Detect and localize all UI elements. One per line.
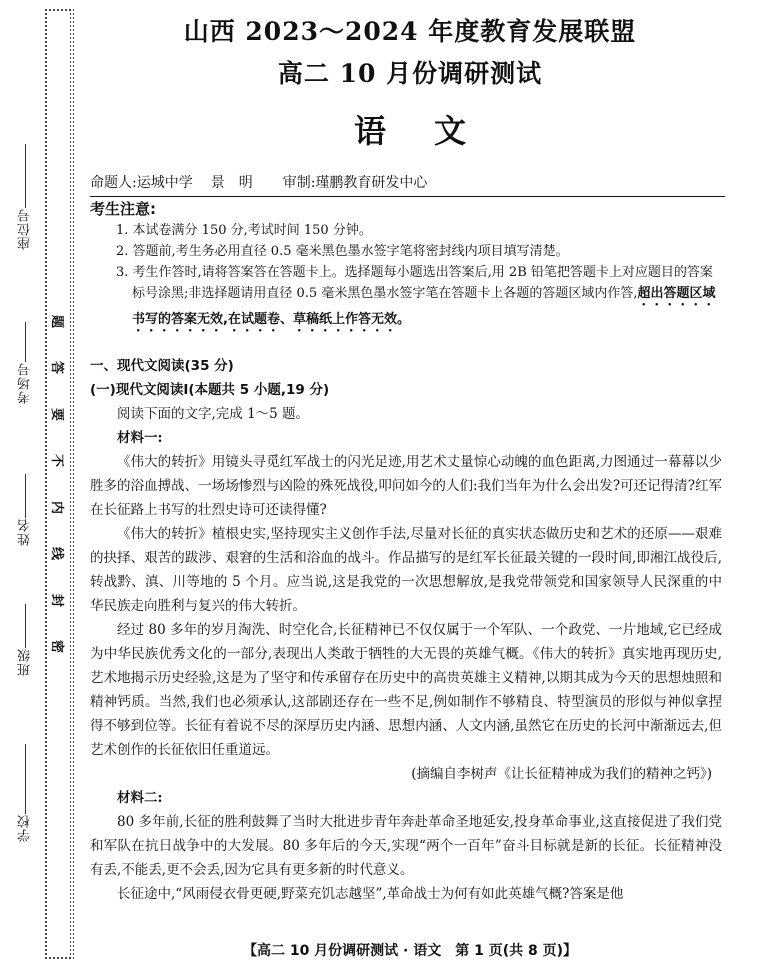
author-name: 景 明 [210,175,253,191]
seal-char: 密 [49,639,65,653]
exam-title: 山西 2023～2024 年度教育发展联盟 [183,17,637,46]
page-footer: 【高二 10 月份调研测试 · 语文 第 1 页(共 8 页)】 [242,943,578,959]
class-label: 班级 [17,648,33,676]
subsection-heading: (一)现代文阅读Ⅰ(本题共 5 小题,19 分) [90,382,330,398]
notice-item: 1. 本试卷满分 150 分,考试时间 150 分钟。 [116,223,372,238]
seal-char: 内 [49,500,65,514]
author-line [90,172,725,197]
material-one-title: 材料一: [117,430,163,446]
notice-item [116,262,722,335]
material-two-title: 材料二: [117,790,163,806]
notice-list [116,220,722,335]
seat-number-field [14,140,36,250]
review-info: 审制:瑾鹏教育研发中心 [282,175,428,191]
exam-room-label: 考场号 [17,362,33,404]
author-school: 运城中学 [136,175,193,191]
seal-char: 题 [49,314,65,329]
exam-subtitle: 高二 10 月份调研测试 [277,59,543,88]
paragraph: 经过 80 多年的岁月淘洗、时空化合,长征精神已不仅仅属于一个军队、一个政党、一片地域,它已经成为中华民族优秀文化的一部分,表现出人类敢于牺牲的大无畏的英雄气概。《伟大的转折》真实地再现历史,艺术地揭示历史经验,这是为了坚守和传承留存在历史中的高贵英雄主义精神,以期其成为今天的思想烛照和精神钙质。当然,我们也必须承认,这部剧还存在一些不足,例如制作不够精良、特型演员的形似与神似拿捏得不够到位等。长征有着说不尽的深厚历史内涵、思想内涵、人文内涵,虽然它在历史的长河中渐渐远去,但艺术创作的长征依旧任重道远。 [90,622,722,758]
paragraph: 《伟大的转折》植根史实,坚持现实主义创作手法,尽量对长征的真实状态做历史和艺术的还原——艰难的抉择、艰苦的跋涉、艰窘的生活和浴血的战斗。作品描写的是红军长征最关键的一段时间,即湘江战役后,转战黔、滇、川等地的 5 个月。应当说,这是我党的一次思想解放,是我党带领党和国家领导人民深重的中华民族走向胜利与复兴的伟大转折。 [90,526,722,614]
subject-title: 语文 [353,112,514,150]
section-heading: 一、现代文阅读(35 分) [90,358,234,374]
name-label: 姓名 [17,518,33,546]
seal-char: 不 [49,454,65,468]
name-field [14,470,36,546]
notice-title: 考生注意: [90,200,156,218]
seal-char: 封 [49,593,65,607]
paragraph: 80 多年前,长征的胜利鼓舞了当时大批进步青年奔赴革命圣地延安,投身革命事业,这直接促进了我们党和军队在抗日战争中的大发展。80 多年后的今天,实现“两个一百年”奋斗目标就是新的长征。长征精神没有丢,不能丢,更不会丢,因为它具有更多新的时代意义。 [90,814,722,878]
class-field [14,600,36,676]
seal-char: 线 [49,547,65,561]
school-field [14,740,36,842]
reading-section [90,354,722,906]
paragraph: 《伟大的转折》用镜头寻觅红军战士的闪光足迹,用艺术丈量惊心动魄的血色距离,力图通过一幕幕以少胜多的浴血搏战、一场场惨烈与凶险的殊死战役,叩问如今的人们:我们当年为什么会出发?可还记得清?红军在长征路上书写的壮烈史诗可还读得懂? [90,454,722,518]
notice-item: 2. 答题前,考生务必用直径 0.5 毫米黑色墨水签字笔将密封线内项目填写清楚。 [116,244,569,259]
exam-room-field [14,318,36,404]
seal-line [44,8,74,960]
notice-item-text: 3. 考生作答时,请将答案答在答题卡上。选择题每小题选出答案后,用 2B 铅笔把答题卡上对应题目的答案标号涂黑;非选择题请用直径 0.5 毫米黑色墨水签字笔在答题卡上各题的答题区域内作答, [116,265,713,301]
seal-char: 答 [49,361,65,375]
seat-number-label: 座位号 [17,208,33,250]
author-prefix: 命题人: [90,175,137,191]
seal-char: 要 [49,407,65,421]
notice-emphasis: 超出答题区域书写的答案无效,在试题卷、草稿纸上作答无效。 [132,286,716,327]
binding-strip [0,0,80,969]
instruction: 阅读下面的文字,完成 1～5 题。 [117,406,310,422]
school-label: 学校 [17,814,33,842]
source-citation: (摘编自李树声《让长征精神成为我们的精神之钙》) [411,766,712,782]
paragraph: 长征途中,“风雨侵衣骨更硬,野菜充饥志越坚”,革命战士为何有如此英雄气概?答案是他 [117,886,624,902]
